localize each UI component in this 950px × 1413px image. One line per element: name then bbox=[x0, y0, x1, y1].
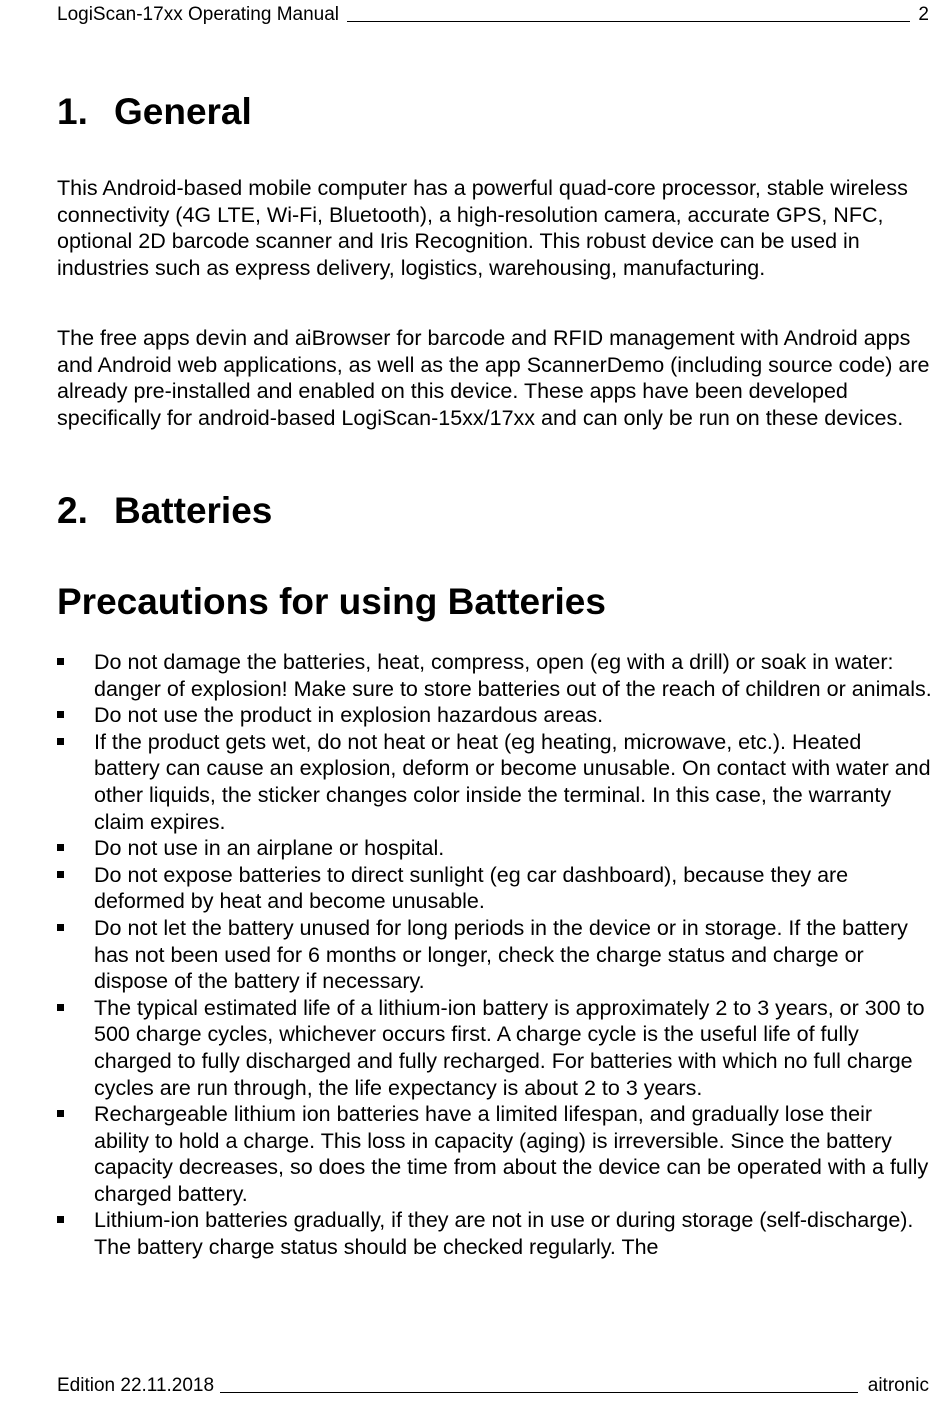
section-title: General bbox=[114, 91, 252, 132]
section-number: 1. bbox=[57, 91, 88, 132]
header-title: LogiScan-17xx Operating Manual bbox=[57, 4, 340, 25]
list-item-text: Do not let the battery unused for long periods in the device or in storage. If the battery has not been used for 6 months or longer, check the charge status and charge or dispose of the battery if necessary. bbox=[94, 915, 908, 994]
paragraph-device-overview: This Android-based mobile computer has a powerful quad-core processor, stable wireless connectivity (4G LTE, Wi-Fi, Bluetooth), a high-resolution camera, accurate GPS, NFC, optional 2D barcode scanner and Iris Recognition. This robust device can be used in industries such as express delivery, logistics, warehousing, manufacturing. bbox=[57, 176, 908, 280]
bullet-square-icon bbox=[57, 1110, 64, 1117]
list-item bbox=[57, 835, 932, 862]
precautions-list bbox=[57, 649, 932, 1261]
bullet-square-icon bbox=[57, 658, 64, 665]
list-item-text: Do not damage the batteries, heat, compress, open (eg with a drill) or soak in water: danger of explosion! Make sure to store batteries out of the reach of children or animals. bbox=[94, 650, 932, 701]
page-number: 2 bbox=[918, 4, 929, 25]
list-item bbox=[57, 995, 932, 1101]
list-item bbox=[57, 1101, 932, 1207]
list-item-text: Do not use the product in explosion hazardous areas. bbox=[94, 703, 604, 728]
list-item-text: Do not use in an airplane or hospital. bbox=[94, 836, 445, 861]
bullet-square-icon bbox=[57, 711, 64, 718]
section-heading-batteries bbox=[57, 489, 272, 533]
subsection-heading-precautions: Precautions for using Batteries bbox=[57, 581, 606, 622]
list-item-text: Rechargeable lithium ion batteries have a limited lifespan, and gradually lose their ability to hold a charge. This loss in capacity (aging) is irreversible. Since the battery capacity decreases, so does the time from about the device can be operated with a fully charged battery. bbox=[94, 1102, 929, 1206]
list-item-text: If the product gets wet, do not heat or heat (eg heating, microwave, etc.). Heated battery can cause an explosion, deform or become unusable. On contact with water and other liquids, the sticker changes color inside the terminal. In this case, the warranty claim expires. bbox=[94, 729, 931, 834]
footer-edition: Edition 22.11.2018 bbox=[57, 1375, 215, 1396]
bullet-square-icon bbox=[57, 1216, 64, 1223]
list-item bbox=[57, 649, 932, 702]
footer-company: aitronic bbox=[867, 1375, 929, 1396]
bullet-square-icon bbox=[57, 924, 64, 931]
list-item bbox=[57, 862, 932, 915]
list-item-text: Do not expose batteries to direct sunlight (eg car dashboard), because they are deformed by heat and become unusable. bbox=[94, 862, 849, 914]
paragraph-preinstalled-apps: The free apps devin and aiBrowser for barcode and RFID management with Android apps and Android web applications, as well as the app ScannerDemo (including source code) are already pre-installed and enabled on this device. These apps have been developed specifically for android-based LogiScan-15xx/17xx and can only be run on these devices. bbox=[57, 326, 930, 430]
header-rule bbox=[347, 21, 910, 22]
section-title: Batteries bbox=[114, 490, 273, 531]
footer-rule bbox=[220, 1392, 858, 1393]
section-heading-general bbox=[57, 90, 252, 134]
bullet-square-icon bbox=[57, 738, 64, 745]
bullet-square-icon bbox=[57, 871, 64, 878]
bullet-square-icon bbox=[57, 1004, 64, 1011]
list-item-text: The typical estimated life of a lithium-ion battery is approximately 2 to 3 years, or 300 to 500 charge cycles, whichever occurs first. A charge cycle is the useful life of fully charged to fully discharged and fully recharged. For batteries with which no full charge cycles are run through, the life expectancy is about 2 to 3 years. bbox=[94, 995, 925, 1100]
list-item bbox=[57, 915, 932, 995]
section-number: 2. bbox=[57, 490, 88, 531]
page-header bbox=[57, 4, 929, 26]
list-item bbox=[57, 1207, 932, 1260]
list-item bbox=[57, 702, 932, 729]
page-footer bbox=[57, 1375, 929, 1397]
list-item bbox=[57, 729, 932, 835]
bullet-square-icon bbox=[57, 844, 64, 851]
list-item-text: Lithium-ion batteries gradually, if they are not in use or during storage (self-discharge). The battery charge status should be checked regularly. The bbox=[94, 1208, 914, 1260]
